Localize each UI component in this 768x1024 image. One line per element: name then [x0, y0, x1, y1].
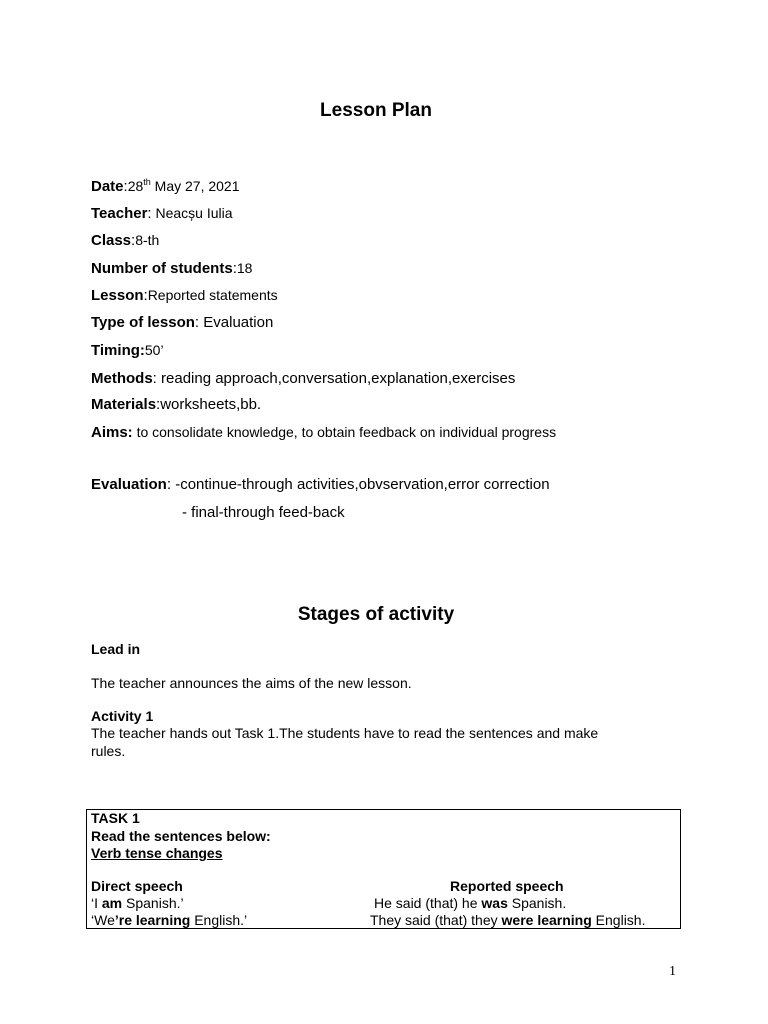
page-number: 1 — [669, 964, 676, 979]
lead-in-text: The teacher announces the aims of the new lesson. — [91, 675, 412, 691]
task-instruction: Read the sentences below: — [91, 828, 271, 844]
field-lesson: Lesson:Reported statements — [91, 287, 278, 304]
col-direct-speech: Direct speech — [91, 878, 183, 894]
field-methods: Methods: reading approach,conversation,explanation,exercises — [91, 370, 516, 387]
reported-sentence-2: They said (that) they were learning English. — [370, 912, 646, 928]
lead-in-heading: Lead in — [91, 641, 141, 657]
stages-title: Stages of activity — [297, 604, 455, 625]
field-date: Date:28th May 27, 2021 — [91, 177, 240, 195]
activity1-text-line1: The teacher hands out Task 1.The students have to read the sentences and make — [91, 725, 599, 741]
activity1-heading: Activity 1 — [91, 708, 154, 724]
direct-sentence-2: ‘We’re learning English.’ — [91, 912, 248, 928]
task-title: TASK 1 — [91, 810, 140, 826]
reported-sentence-1: He said (that) he was Spanish. — [374, 895, 567, 911]
field-materials: Materials:worksheets,bb. — [91, 396, 262, 413]
field-evaluation-line2: - final-through feed-back — [182, 504, 345, 521]
col-reported-speech: Reported speech — [450, 878, 564, 894]
activity1-text-line2: rules. — [91, 743, 126, 759]
field-aims: Aims: to consolidate knowledge, to obtain feedback on individual progress — [91, 424, 557, 441]
task-subtitle: Verb tense changes — [91, 845, 223, 861]
direct-sentence-1: ‘I am Spanish.’ — [91, 895, 184, 911]
page-title: Lesson Plan — [320, 100, 432, 121]
field-type-of-lesson: Type of lesson: Evaluation — [91, 314, 274, 331]
field-timing: Timing:50’ — [91, 342, 164, 359]
field-teacher: Teacher: Neacșu Iulia — [91, 205, 233, 222]
task-box — [86, 809, 681, 929]
field-number-of-students: Number of students:18 — [91, 260, 253, 277]
field-evaluation: Evaluation: -continue-through activities,obvservation,error correction — [91, 476, 550, 493]
field-class: Class:8-th — [91, 232, 160, 249]
